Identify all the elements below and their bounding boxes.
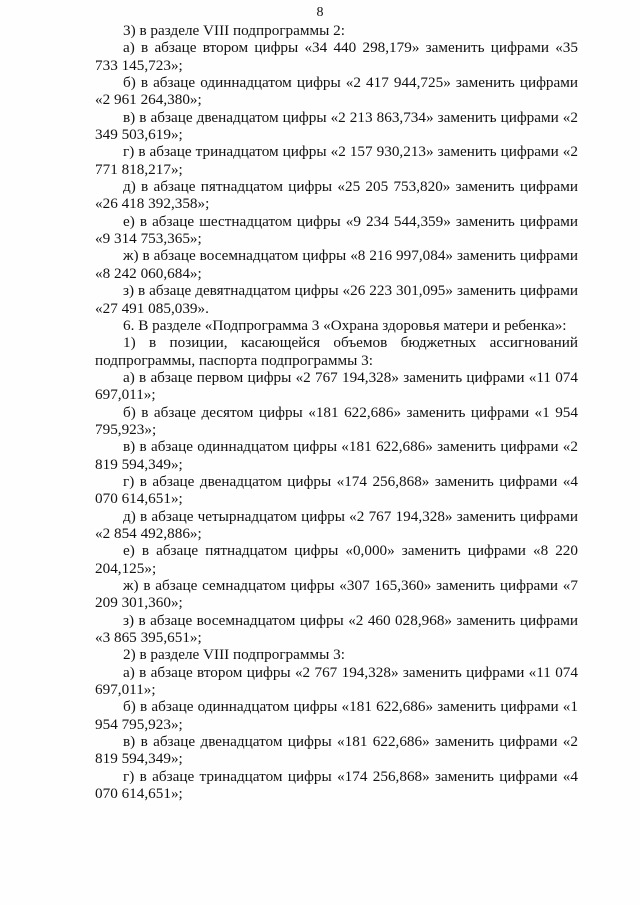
paragraph: д) в абзаце четырнадцатом цифры «2 767 194,328» заменить цифрами «2 854 492,886»; [95,507,578,542]
paragraph: б) в абзаце десятом цифры «181 622,686» заменить цифрами «1 954 795,923»; [95,403,578,438]
paragraph: б) в абзаце одиннадцатом цифры «2 417 944,725» заменить цифрами «2 961 264,380»; [95,74,578,109]
paragraph: а) в абзаце втором цифры «34 440 298,179» заменить цифрами «35 733 145,723»; [95,39,578,74]
paragraph: д) в абзаце пятнадцатом цифры «25 205 753,820» заменить цифрами «26 418 392,358»; [95,178,578,213]
paragraph: 2) в разделе VIII подпрограммы 3: [123,646,345,664]
paragraph: 6. В разделе «Подпрограмма 3 «Охрана здоровья матери и ребенка»: [123,316,567,334]
paragraph: в) в абзаце двенадцатом цифры «181 622,686» заменить цифрами «2 819 594,349»; [95,733,578,768]
page-number: 8 [316,5,324,20]
paragraph: г) в абзаце тринадцатом цифры «2 157 930,213» заменить цифрами «2 771 818,217»; [95,143,578,178]
paragraph: 3) в разделе VIII подпрограммы 2: [123,22,345,39]
paragraph: в) в абзаце одиннадцатом цифры «181 622,686» заменить цифрами «2 819 594,349»; [95,438,578,473]
paragraph: г) в абзаце двенадцатом цифры «174 256,868» заменить цифрами «4 070 614,651»; [95,472,578,508]
paragraph: а) в абзаце первом цифры «2 767 194,328» заменить цифрами «11 074 697,011»; [95,368,578,404]
paragraph: 1) в позиции, касающейся объемов бюджетных ассигнований подпрограммы, паспорта подпрограммы 3: [95,334,578,369]
paragraph: з) в абзаце восемнадцатом цифры «2 460 028,968» заменить цифрами «3 865 395,651»; [95,611,578,647]
paragraph: г) в абзаце тринадцатом цифры «174 256,868» заменить цифрами «4 070 614,651»; [95,767,578,803]
paragraph: а) в абзаце втором цифры «2 767 194,328» заменить цифрами «11 074 697,011»; [95,663,578,699]
paragraph: ж) в абзаце восемнадцатом цифры «8 216 997,084» заменить цифрами «8 242 060,684»; [95,247,578,282]
paragraph: ж) в абзаце семнадцатом цифры «307 165,360» заменить цифрами «7 209 301,360»; [95,577,578,612]
paragraph: е) в абзаце шестнадцатом цифры «9 234 544,359» заменить цифрами «9 314 753,365»; [95,212,578,248]
paragraph: з) в абзаце девятнадцатом цифры «26 223 301,095» заменить цифрами «27 491 085,039». [95,282,578,317]
paragraph: е) в абзаце пятнадцатом цифры «0,000» заменить цифрами «8 220 204,125»; [95,542,578,577]
paragraph: б) в абзаце одиннадцатом цифры «181 622,686» заменить цифрами «1 954 795,923»; [95,698,578,733]
paragraph: в) в абзаце двенадцатом цифры «2 213 863,734» заменить цифрами «2 349 503,619»; [95,108,578,144]
document-body [95,22,578,802]
